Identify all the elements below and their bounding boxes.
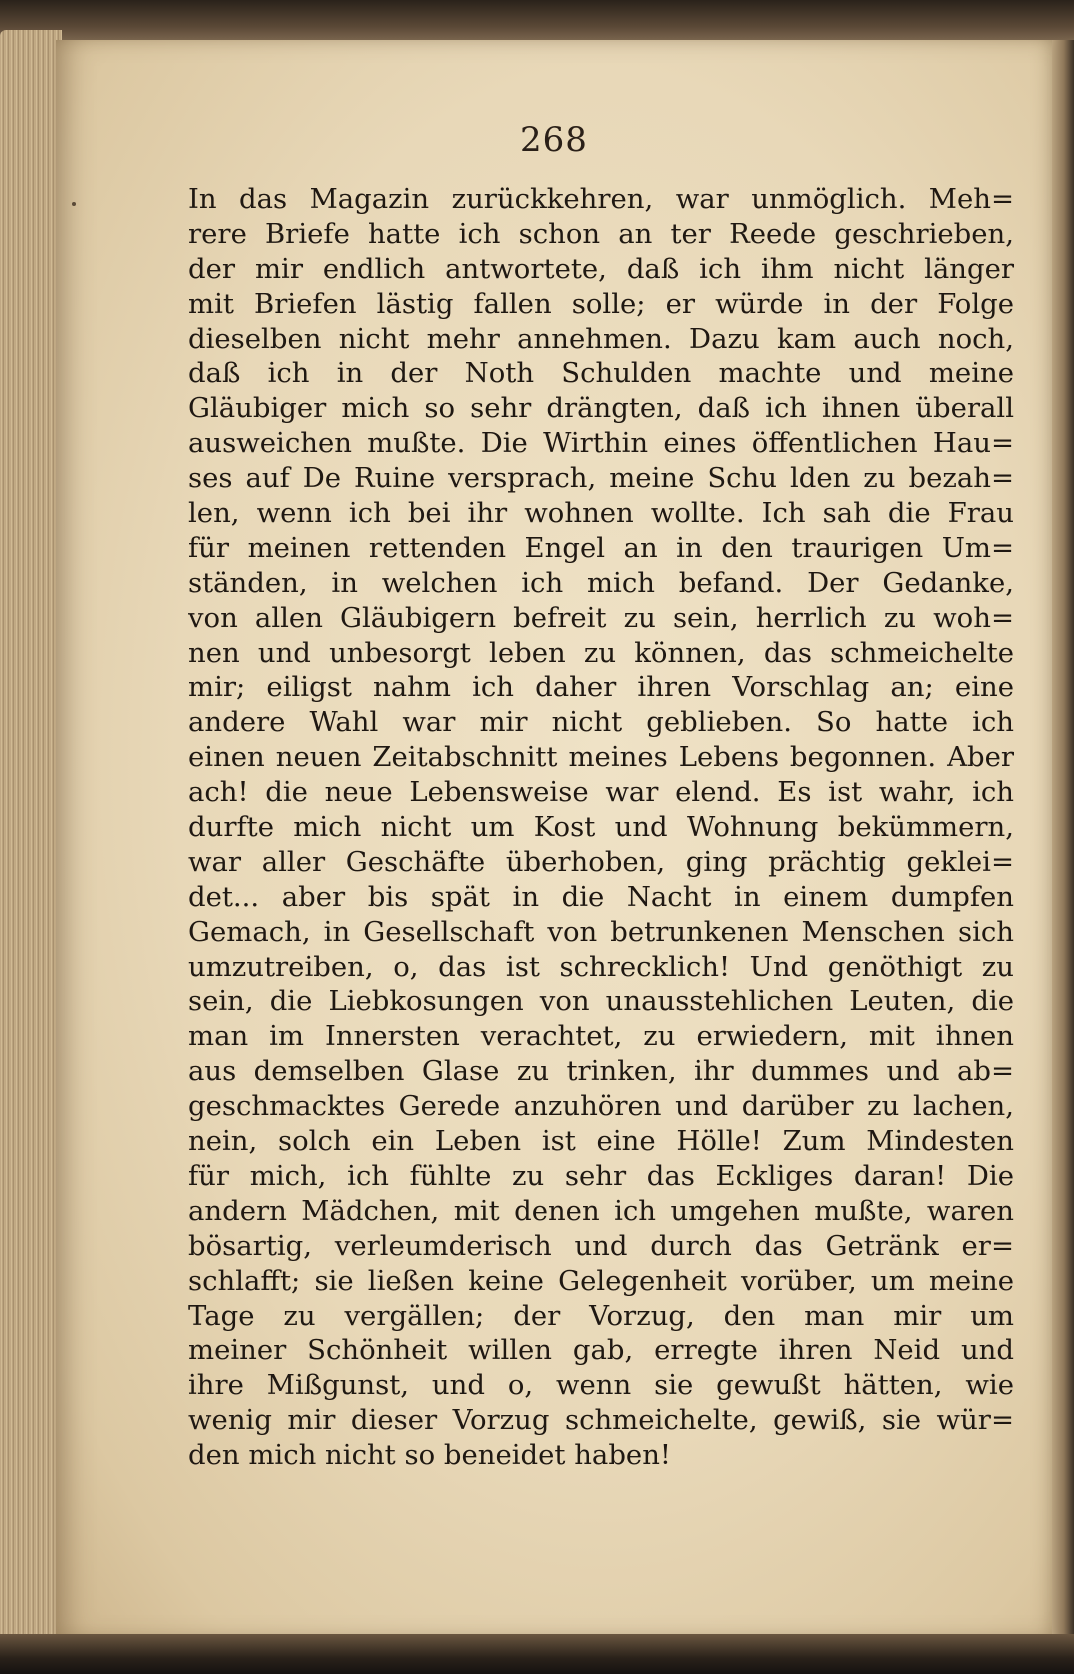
margin-mark (72, 202, 76, 206)
text-line: wenig mir dieser Vorzug schmeichelte, gewiß, sie wür= (188, 1404, 1014, 1437)
text-line: daß ich in der Noth Schulden machte und meine (188, 357, 1014, 390)
text-line: sein, die Liebkosungen von unausstehlichen Leuten, die (188, 985, 1014, 1018)
text-line: ses auf De Ruine versprach, meine Schu lden zu bezah= (188, 462, 1014, 495)
text-line: ausweichen mußte. Die Wirthin eines öffentlichen Hau= (188, 427, 1014, 460)
book-page (56, 40, 1052, 1638)
text-line: für mich, ich fühlte zu sehr das Eckliges daran! Die (188, 1159, 1014, 1192)
text-line: war aller Geschäfte überhoben, ging prächtig geklei= (188, 845, 1014, 878)
text-line: den mich nicht so beneidet haben! (188, 1439, 671, 1472)
text-line: einen neuen Zeitabschnitt meines Lebens begonnen. Aber (188, 741, 1014, 774)
text-block (188, 182, 1014, 1473)
text-line: nein, solch ein Leben ist eine Hölle! Zum Mindesten (188, 1125, 1014, 1158)
text-line: aus demselben Glase zu trinken, ihr dummes und ab= (188, 1055, 1014, 1088)
book-bottom-edge (0, 1634, 1074, 1674)
text-line: der mir endlich antwortete, daß ich ihm nicht länger (188, 252, 1014, 285)
text-line: andern Mädchen, mit denen ich umgehen mußte, waren (188, 1194, 1014, 1227)
text-line: nen und unbesorgt leben zu können, das schmeichelte (188, 636, 1014, 669)
text-line: mit Briefen lästig fallen solle; er würde in der Folge (188, 287, 1014, 320)
text-line: Tage zu vergällen; der Vorzug, den man mir um (188, 1299, 1014, 1332)
text-line: ständen, in welchen ich mich befand. Der Gedanke, (188, 566, 1014, 599)
text-line: umzutreiben, o, das ist schrecklich! Und genöthigt zu (188, 950, 1014, 983)
page-stack-edge (0, 30, 62, 1640)
text-line: man im Innersten verachtet, zu erwiedern, mit ihnen (188, 1020, 1014, 1053)
text-line: für meinen rettenden Engel an in den traurigen Um= (188, 531, 1014, 564)
page-number: 268 (520, 120, 588, 160)
text-line: durfte mich nicht um Kost und Wohnung bekümmern, (188, 811, 1014, 844)
text-line: ach! die neue Lebensweise war elend. Es ist wahr, ich (188, 776, 1014, 809)
text-line: ihre Mißgunst, und o, wenn sie gewußt hätten, wie (188, 1369, 1014, 1402)
text-line: schlafft; sie ließen keine Gelegenheit vorüber, um meine (188, 1264, 1014, 1297)
text-line: meiner Schönheit willen gab, erregte ihren Neid und (188, 1334, 1014, 1367)
text-line: bösartig, verleumderisch und durch das Getränk er= (188, 1229, 1014, 1262)
text-line: mir; eiligst nahm ich daher ihren Vorschlag an; eine (188, 671, 1014, 704)
text-line: dieselben nicht mehr annehmen. Dazu kam auch noch, (188, 322, 1014, 355)
text-line: Gläubiger mich so sehr drängten, daß ich ihnen überall (188, 392, 1014, 425)
text-line: andere Wahl war mir nicht geblieben. So hatte ich (188, 706, 1014, 739)
text-line: len, wenn ich bei ihr wohnen wollte. Ich sah die Frau (188, 497, 1014, 530)
text-line: Gemach, in Gesellschaft von betrunkenen Menschen sich (188, 915, 1014, 948)
text-line: In das Magazin zurückkehren, war unmöglich. Meh= (188, 183, 1014, 215)
text-line: geschmacktes Gerede anzuhören und darüber zu lachen, (188, 1090, 1014, 1123)
text-line: rere Briefe hatte ich schon an ter Reede geschrieben, (188, 217, 1014, 250)
text-line: det... aber bis spät in die Nacht in einem dumpfen (188, 880, 1014, 913)
text-line: von allen Gläubigern befreit zu sein, herrlich zu woh= (188, 601, 1014, 634)
